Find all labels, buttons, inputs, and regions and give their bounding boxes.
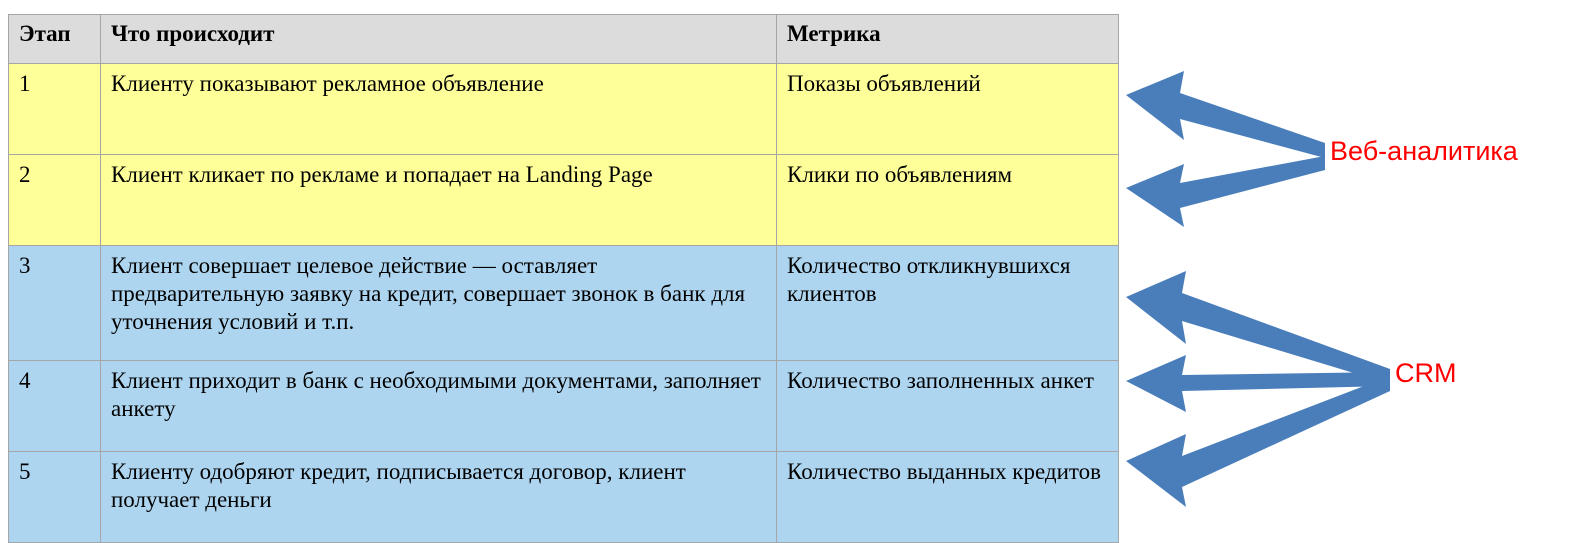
- column-header-what: Что происходит: [101, 15, 777, 64]
- label-web-analytics: Веб-аналитика: [1330, 136, 1518, 166]
- cell-what: Клиент приходит в банк с необходимыми документами, заполняет анкету: [101, 361, 777, 452]
- arrow-crm-to-row3: [1126, 271, 1390, 384]
- cell-stage: 3: [9, 246, 101, 361]
- cell-metric: Количество выданных кредитов: [777, 452, 1119, 543]
- arrow-crm-to-row5: [1126, 376, 1390, 507]
- label-crm: CRM: [1395, 358, 1457, 388]
- table-row: [9, 452, 1119, 543]
- cell-stage: 5: [9, 452, 101, 543]
- cell-what: Клиенту одобряют кредит, подписывается договор, клиент получает деньги: [101, 452, 777, 543]
- arrow-crm-to-row4: [1126, 355, 1390, 412]
- cell-what: Клиент кликает по рекламе и попадает на Landing Page: [101, 155, 777, 246]
- table-header-row: [9, 15, 1119, 64]
- table-row: [9, 246, 1119, 361]
- cell-stage: 2: [9, 155, 101, 246]
- table-row: [9, 64, 1119, 155]
- cell-stage: 1: [9, 64, 101, 155]
- column-header-stage: Этап: [9, 15, 101, 64]
- cell-metric: Количество заполненных анкет: [777, 361, 1119, 452]
- cell-metric: Показы объявлений: [777, 64, 1119, 155]
- table-row: [9, 155, 1119, 246]
- cell-what: Клиенту показывают рекламное объявление: [101, 64, 777, 155]
- arrow-web-analytics-to-row2: [1126, 156, 1325, 227]
- column-header-metric: Метрика: [777, 15, 1119, 64]
- arrow-web-analytics-to-row1: [1126, 71, 1325, 158]
- cell-metric: Клики по объявлениям: [777, 155, 1119, 246]
- table-row: [9, 361, 1119, 452]
- funnel-table: [8, 14, 1119, 543]
- cell-what: Клиент совершает целевое действие — оставляет предварительную заявку на кредит, совершает звонок в банк для уточнения условий и т.п.: [101, 246, 777, 361]
- cell-stage: 4: [9, 361, 101, 452]
- cell-metric: Количество откликнувшихся клиентов: [777, 246, 1119, 361]
